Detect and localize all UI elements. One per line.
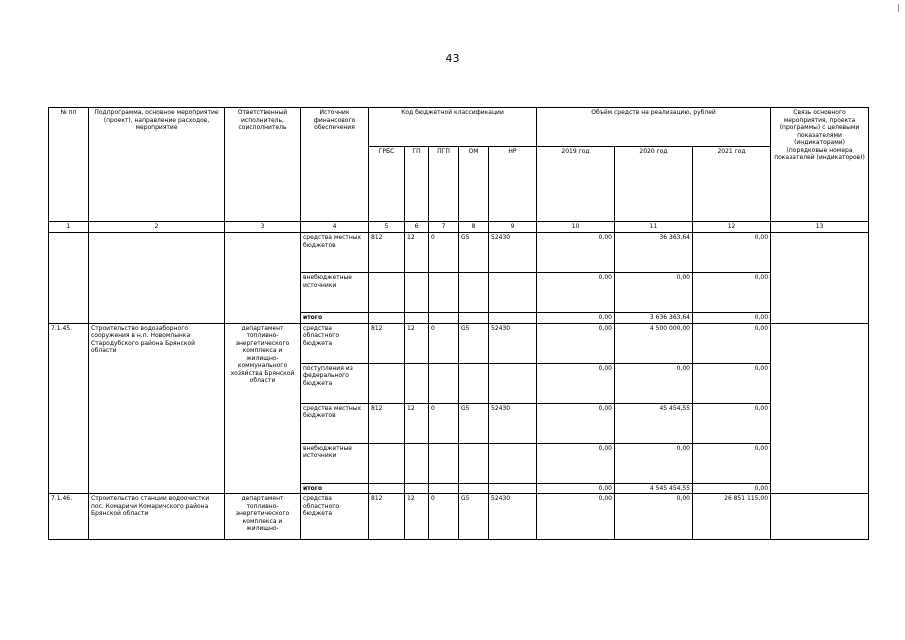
value-2021: 26 851 115,00 <box>693 494 771 540</box>
value-2019: 0,00 <box>537 323 615 363</box>
value-2021: 0,00 <box>693 273 771 313</box>
om-cell: G5 <box>459 233 489 273</box>
col-number: 4 <box>301 222 369 233</box>
source-cell: средства местных бюджетов <box>301 403 369 443</box>
pgp-cell: 0 <box>429 323 459 363</box>
num-cell <box>49 233 89 324</box>
source-cell: средства местных бюджетов <box>301 233 369 273</box>
nr-cell: 52430 <box>489 403 537 443</box>
header-om: ОМ <box>459 147 489 222</box>
table-row <box>49 494 869 540</box>
executor-cell <box>225 233 301 324</box>
header-executor: Ответственный исполнитель, соисполнитель <box>225 108 301 222</box>
total-label: итого <box>301 483 369 494</box>
om-cell <box>459 443 489 483</box>
value-2020: 0,00 <box>615 273 693 313</box>
gp-cell <box>405 363 429 403</box>
pgp-cell <box>429 273 459 313</box>
col-number: 13 <box>771 222 869 233</box>
gp-cell <box>405 443 429 483</box>
header-2021: 2021 год <box>693 147 771 222</box>
col-number: 2 <box>89 222 225 233</box>
total-2020: 4 545 454,55 <box>615 483 693 494</box>
column-number-row <box>49 222 869 233</box>
grbs-cell: 812 <box>369 323 405 363</box>
header-2020: 2020 год <box>615 147 693 222</box>
header-num: № пп <box>49 108 89 222</box>
nr-cell: 52430 <box>489 233 537 273</box>
executor-cell: департамент топливно-энергетического комплекса и жилищно-коммунального хозяйства Брянской области <box>225 323 301 494</box>
source-cell: средства областного бюджета <box>301 494 369 540</box>
pgp-cell: 0 <box>429 233 459 273</box>
total-2020: 3 636 363,64 <box>615 313 693 324</box>
name-cell: Строительство станции водоочистки пос. Комаричи Комаричского района Брянской области <box>89 494 225 540</box>
value-2019: 0,00 <box>537 403 615 443</box>
grbs-cell: 812 <box>369 403 405 443</box>
header-row <box>49 108 869 147</box>
value-2021: 0,00 <box>693 363 771 403</box>
om-cell: G5 <box>459 403 489 443</box>
link-cell <box>771 233 869 324</box>
total-2019: 0,00 <box>537 313 615 324</box>
col-number: 5 <box>369 222 405 233</box>
total-2019: 0,00 <box>537 483 615 494</box>
om-cell <box>459 363 489 403</box>
table-row <box>49 323 869 363</box>
gp-cell: 12 <box>405 233 429 273</box>
header-source: Источник финансового обеспечения <box>301 108 369 222</box>
num-cell: 7.1.45. <box>49 323 89 494</box>
source-cell: поступления из федерального бюджета <box>301 363 369 403</box>
om-cell: G5 <box>459 494 489 540</box>
col-number: 10 <box>537 222 615 233</box>
scan-edge-mark <box>898 4 899 12</box>
col-number: 12 <box>693 222 771 233</box>
nr-cell: 52430 <box>489 494 537 540</box>
value-2020: 0,00 <box>615 494 693 540</box>
header-link: Связь основного мероприятия, проекта (программы) с целевыми показателями (индикаторами) (порядковые номера показателей (индикаторов)) <box>771 108 869 222</box>
header-grbs: ГРБС <box>369 147 405 222</box>
gp-cell <box>405 273 429 313</box>
value-2019: 0,00 <box>537 363 615 403</box>
value-2021: 0,00 <box>693 443 771 483</box>
name-cell: Строительство водозаборного сооружения в н.п. Новомлынка Стародубского района Брянской области <box>89 323 225 494</box>
value-2020: 36 363,64 <box>615 233 693 273</box>
om-cell: G5 <box>459 323 489 363</box>
gp-cell: 12 <box>405 403 429 443</box>
source-cell: внебюджетные источники <box>301 273 369 313</box>
header-gp: ГП <box>405 147 429 222</box>
header-2019: 2019 год <box>537 147 615 222</box>
link-cell <box>771 323 869 494</box>
header-budget-code: Код бюджетной классификации <box>369 108 537 147</box>
value-2020: 0,00 <box>615 443 693 483</box>
header-pgp: ПГП <box>429 147 459 222</box>
pgp-cell <box>429 443 459 483</box>
budget-table <box>48 107 869 540</box>
value-2019: 0,00 <box>537 273 615 313</box>
value-2019: 0,00 <box>537 443 615 483</box>
gp-cell: 12 <box>405 494 429 540</box>
header-subprogram: Подпрограмма, основное мероприятие (проект), направление расходов, мероприятие <box>89 108 225 222</box>
col-number: 9 <box>489 222 537 233</box>
total-2021: 0,00 <box>693 313 771 324</box>
value-2020: 45 454,55 <box>615 403 693 443</box>
value-2020: 0,00 <box>615 363 693 403</box>
name-cell <box>89 233 225 324</box>
grbs-cell: 812 <box>369 494 405 540</box>
value-2021: 0,00 <box>693 323 771 363</box>
gp-cell: 12 <box>405 323 429 363</box>
total-label: итого <box>301 313 369 324</box>
pgp-cell: 0 <box>429 494 459 540</box>
source-cell: средства областного бюджета <box>301 323 369 363</box>
col-number: 8 <box>459 222 489 233</box>
col-number: 3 <box>225 222 301 233</box>
pgp-cell <box>429 363 459 403</box>
table-row <box>49 233 869 273</box>
col-number: 1 <box>49 222 89 233</box>
nr-cell <box>489 443 537 483</box>
value-2020: 4 500 000,00 <box>615 323 693 363</box>
col-number: 6 <box>405 222 429 233</box>
grbs-cell <box>369 273 405 313</box>
source-cell: внебюджетные источники <box>301 443 369 483</box>
nr-cell <box>489 273 537 313</box>
om-cell <box>459 273 489 313</box>
grbs-cell <box>369 443 405 483</box>
nr-cell <box>489 363 537 403</box>
nr-cell: 52430 <box>489 323 537 363</box>
grbs-cell: 812 <box>369 233 405 273</box>
num-cell: 7.1.46. <box>49 494 89 540</box>
value-2019: 0,00 <box>537 494 615 540</box>
col-number: 11 <box>615 222 693 233</box>
link-cell <box>771 494 869 540</box>
page-number: 43 <box>445 52 460 65</box>
executor-cell: департамент топливно-энергетического комплекса и жилищно- <box>225 494 301 540</box>
grbs-cell <box>369 363 405 403</box>
pgp-cell: 0 <box>429 403 459 443</box>
total-2021: 0,00 <box>693 483 771 494</box>
value-2021: 0,00 <box>693 403 771 443</box>
value-2019: 0,00 <box>537 233 615 273</box>
header-nr: НР <box>489 147 537 222</box>
col-number: 7 <box>429 222 459 233</box>
value-2021: 0,00 <box>693 233 771 273</box>
header-volume: Объём средств на реализацию, рублей <box>537 108 771 147</box>
